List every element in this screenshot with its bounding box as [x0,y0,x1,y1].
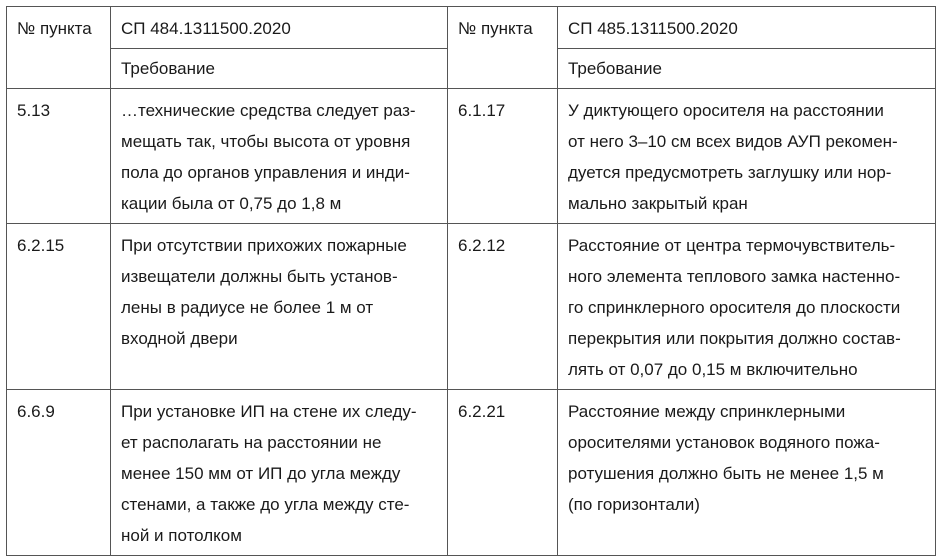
text-line: го спринклерного оросителя до плоскости [568,298,901,317]
table-row [7,224,936,390]
table-row [7,89,936,224]
text-line: дуется предусмотреть заглушку или нор- [568,163,892,182]
text-line: лены в радиусе не более 1 м от [121,298,374,317]
header-sp484: СП 484.1311500.2020 [111,7,448,49]
text-line: (по горизонтали) [568,495,700,514]
text-line: от него 3–10 см всех видов АУП рекомен- [568,132,898,151]
clause-number: 6.2.12 [448,224,558,390]
header-requirement-left: Требование [111,49,448,89]
text-line: кации была от 0,75 до 1,8 м [121,194,342,213]
clause-number: 6.6.9 [7,390,111,556]
requirement-text [111,390,448,556]
requirement-text [558,224,936,390]
text-line: ротушения должно быть не менее 1,5 м [568,464,884,483]
text-line: извещатели должны быть установ- [121,267,398,286]
text-line: При отсутствии прихожих пожарные [121,236,407,255]
text-line: пола до органов управления и инди- [121,163,410,182]
text-line: ной и потолком [121,526,242,545]
text-line: менее 150 мм от ИП до угла между [121,464,401,483]
clause-number: 6.2.15 [7,224,111,390]
requirement-text [111,89,448,224]
text-line: стенами, а также до угла между сте- [121,495,410,514]
comparison-table [6,6,936,556]
requirement-text [111,224,448,390]
header-clause-no-right: № пункта [448,7,558,89]
text-line: мещать так, чтобы высота от уровня [121,132,411,151]
text-line: перекрытия или покрытия должно состав- [568,329,901,348]
header-clause-no-left: № пункта [7,7,111,89]
table-row [7,390,936,556]
text-line: оросителями установок водяного пожа- [568,433,880,452]
text-line: лять от 0,07 до 0,15 м включительно [568,360,858,379]
text-line: входной двери [121,329,238,348]
header-sp485: СП 485.1311500.2020 [558,7,936,49]
clause-number: 6.1.17 [448,89,558,224]
requirement-text [558,89,936,224]
text-line: …технические средства следует раз- [121,101,416,120]
clause-number: 5.13 [7,89,111,224]
text-line: Расстояние от центра термочувствитель- [568,236,896,255]
text-line: У диктующего оросителя на расстоянии [568,101,884,120]
clause-number: 6.2.21 [448,390,558,556]
text-line: При установке ИП на стене их следу- [121,402,417,421]
header-requirement-right: Требование [558,49,936,89]
text-line: ного элемента теплового замка настенно- [568,267,901,286]
requirement-text [558,390,936,556]
text-line: Расстояние между спринклерными [568,402,846,421]
text-line: ет располагать на расстоянии не [121,433,382,452]
text-line: мально закрытый кран [568,194,748,213]
header-row [7,7,936,49]
